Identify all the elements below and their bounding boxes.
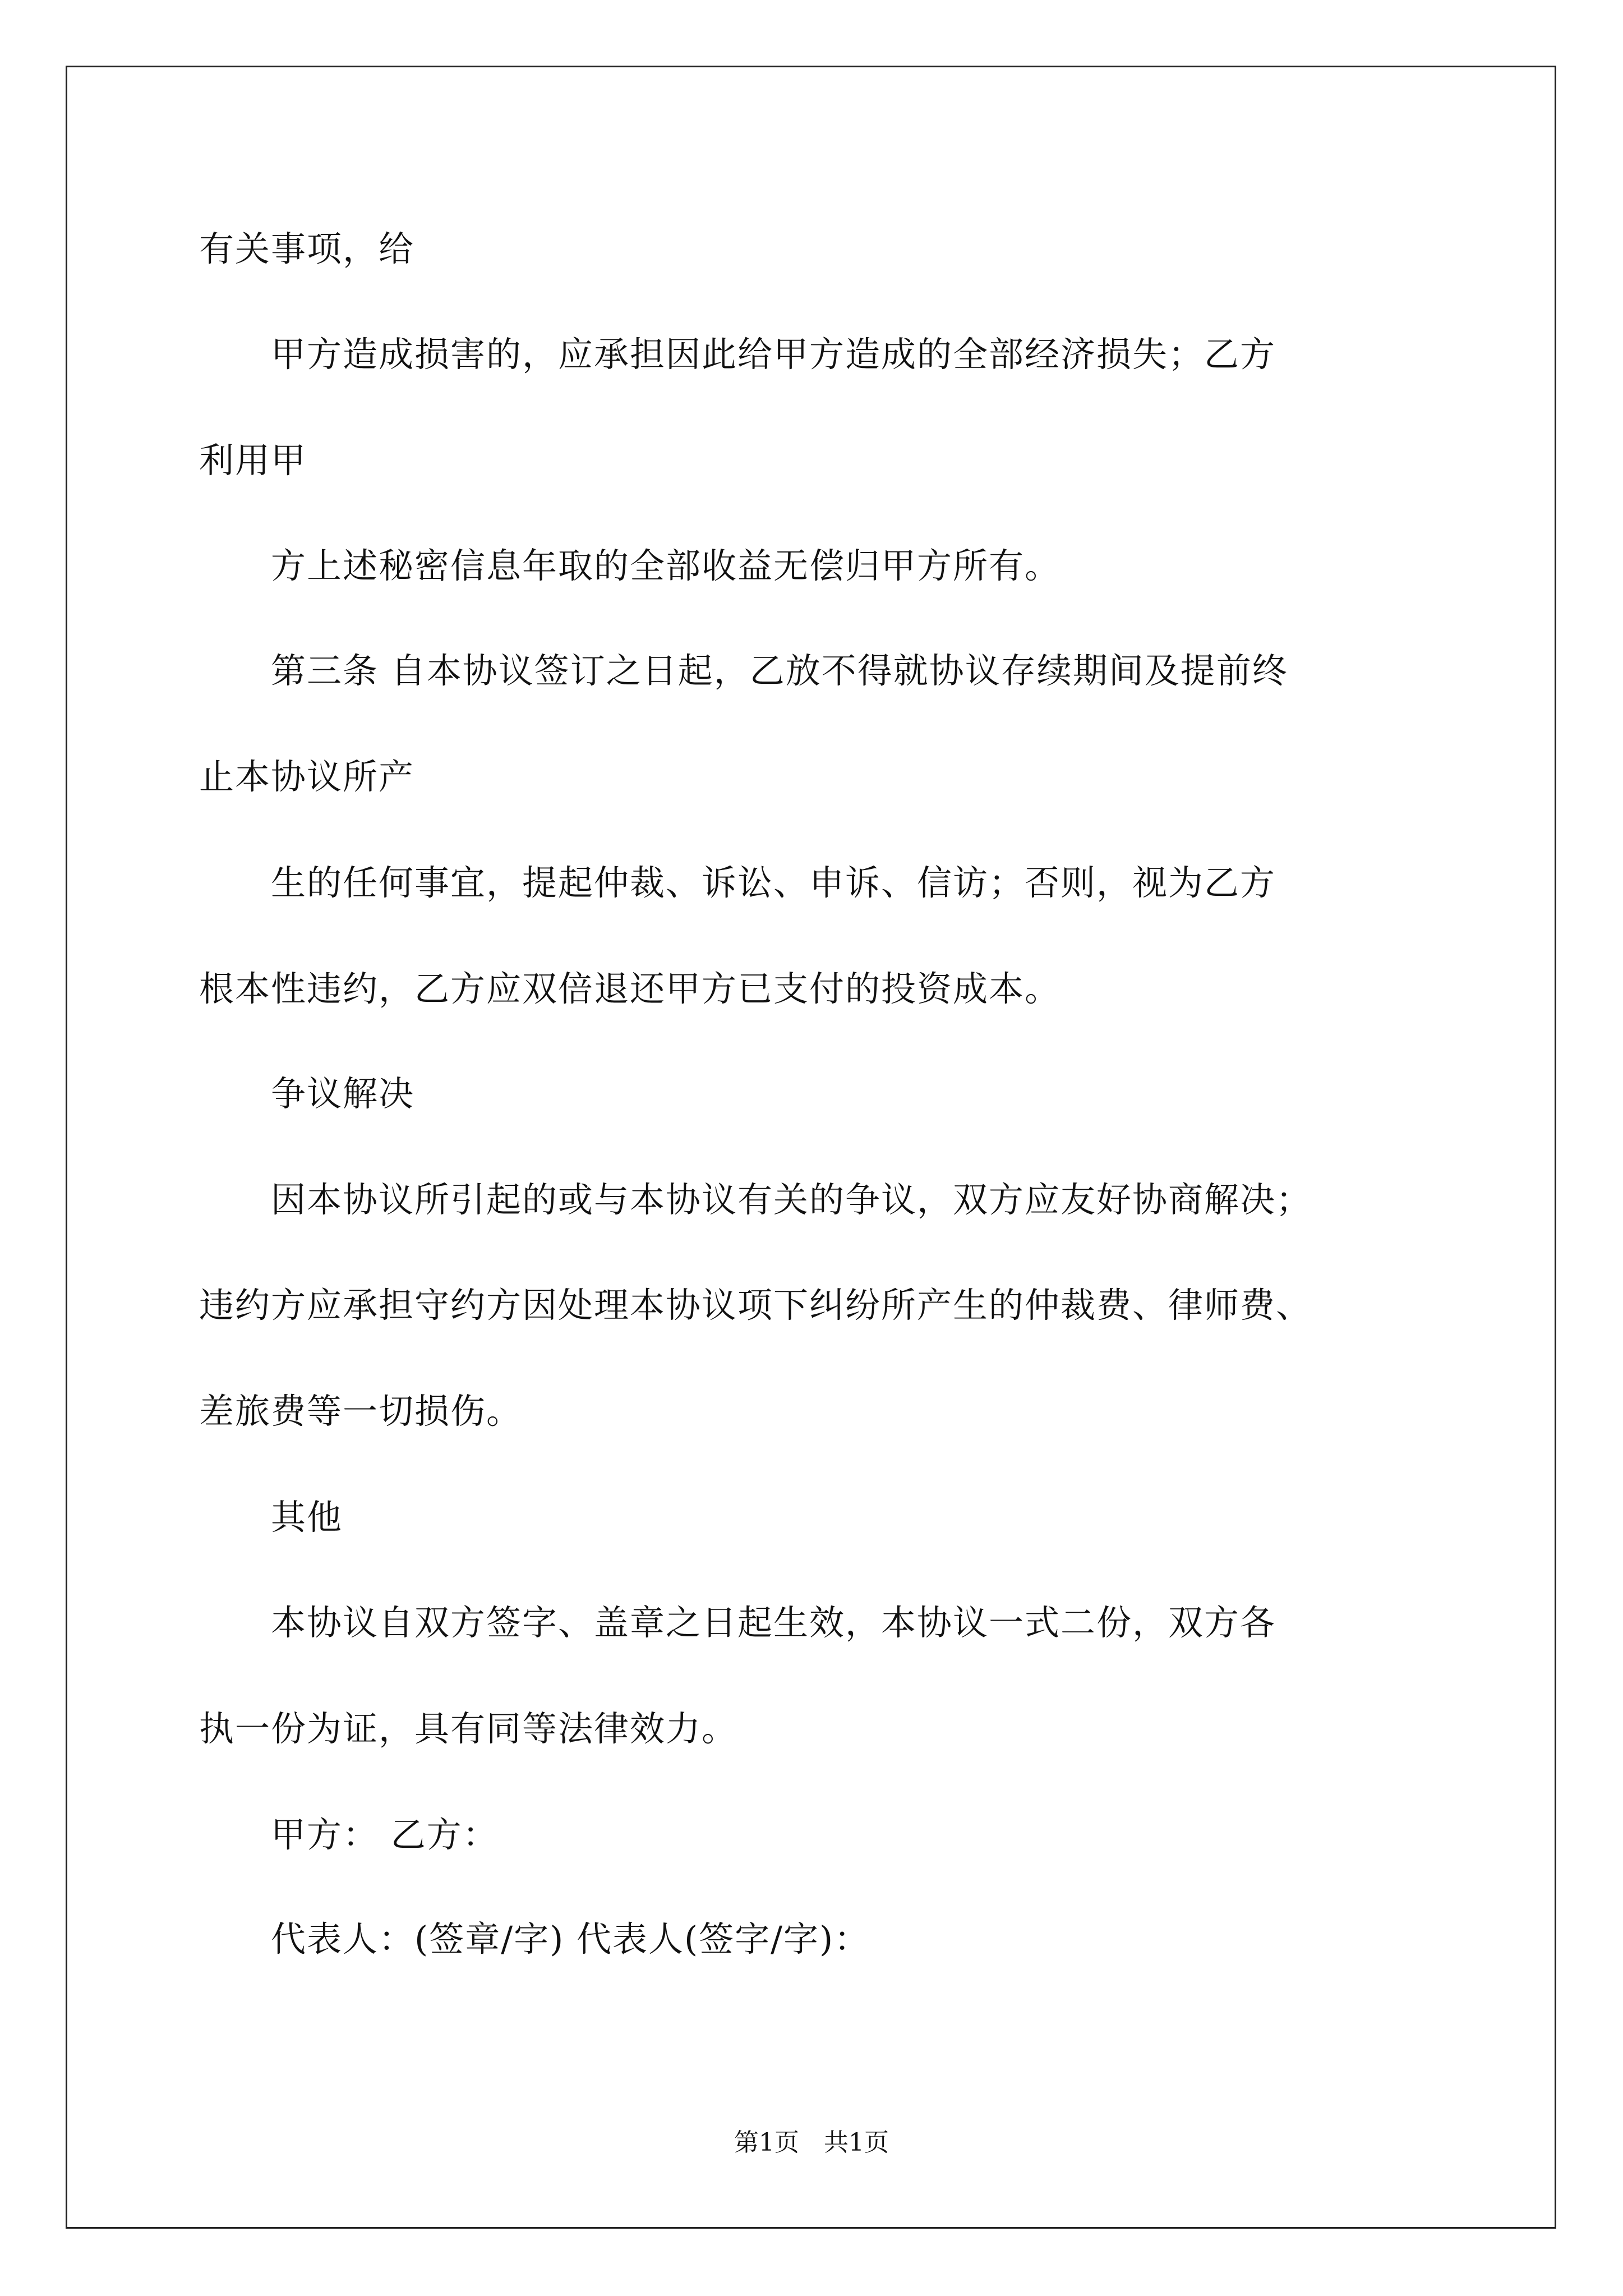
- text-line-17: 代表人：(签章/字) 代表人(签字/字)：: [199, 1918, 870, 1959]
- text-line-4: 方上述秘密信息年取的全部收益无偿归甲方所有。: [199, 545, 1061, 586]
- text-line-9: 争议解决: [199, 1073, 415, 1114]
- text-line-10: 因本协议所引起的或与本协议有关的争议，双方应友好协商解决；: [199, 1179, 1312, 1220]
- text-line-16: 甲方： 乙方：: [199, 1814, 499, 1855]
- text-line-15: 执一份为证，具有同等法律效力。: [199, 1708, 738, 1749]
- page-border: [66, 66, 1556, 2229]
- text-line-7: 生的任何事宜，提起仲裁、诉讼、申诉、信访；否则，视为乙方: [199, 862, 1276, 903]
- page-footer: 第1页 共1页: [734, 2128, 889, 2157]
- text-line-6: 止本协议所产: [199, 756, 415, 797]
- text-line-11: 违约方应承担守约方因处理本协议项下纠纷所产生的仲裁费、律师费、: [199, 1285, 1312, 1326]
- text-line-8: 根本性违约，乙方应双倍退还甲方已支付的投资成本。: [199, 968, 1061, 1009]
- text-line-5: 第三条 自本协议签订之日起，乙放不得就协议存续期间及提前终: [199, 650, 1288, 691]
- text-line-2: 甲方造成损害的，应承担因此给甲方造成的全部经济损失；乙方: [199, 334, 1276, 375]
- text-line-3: 利用甲: [199, 440, 307, 481]
- text-line-1: 有关事项，给: [199, 228, 415, 269]
- text-line-14: 本协议自双方签字、盖章之日起生效，本协议一式二份，双方各: [199, 1602, 1276, 1643]
- text-line-13: 其他: [199, 1497, 343, 1538]
- text-line-12: 差旅费等一切损伤。: [199, 1391, 523, 1432]
